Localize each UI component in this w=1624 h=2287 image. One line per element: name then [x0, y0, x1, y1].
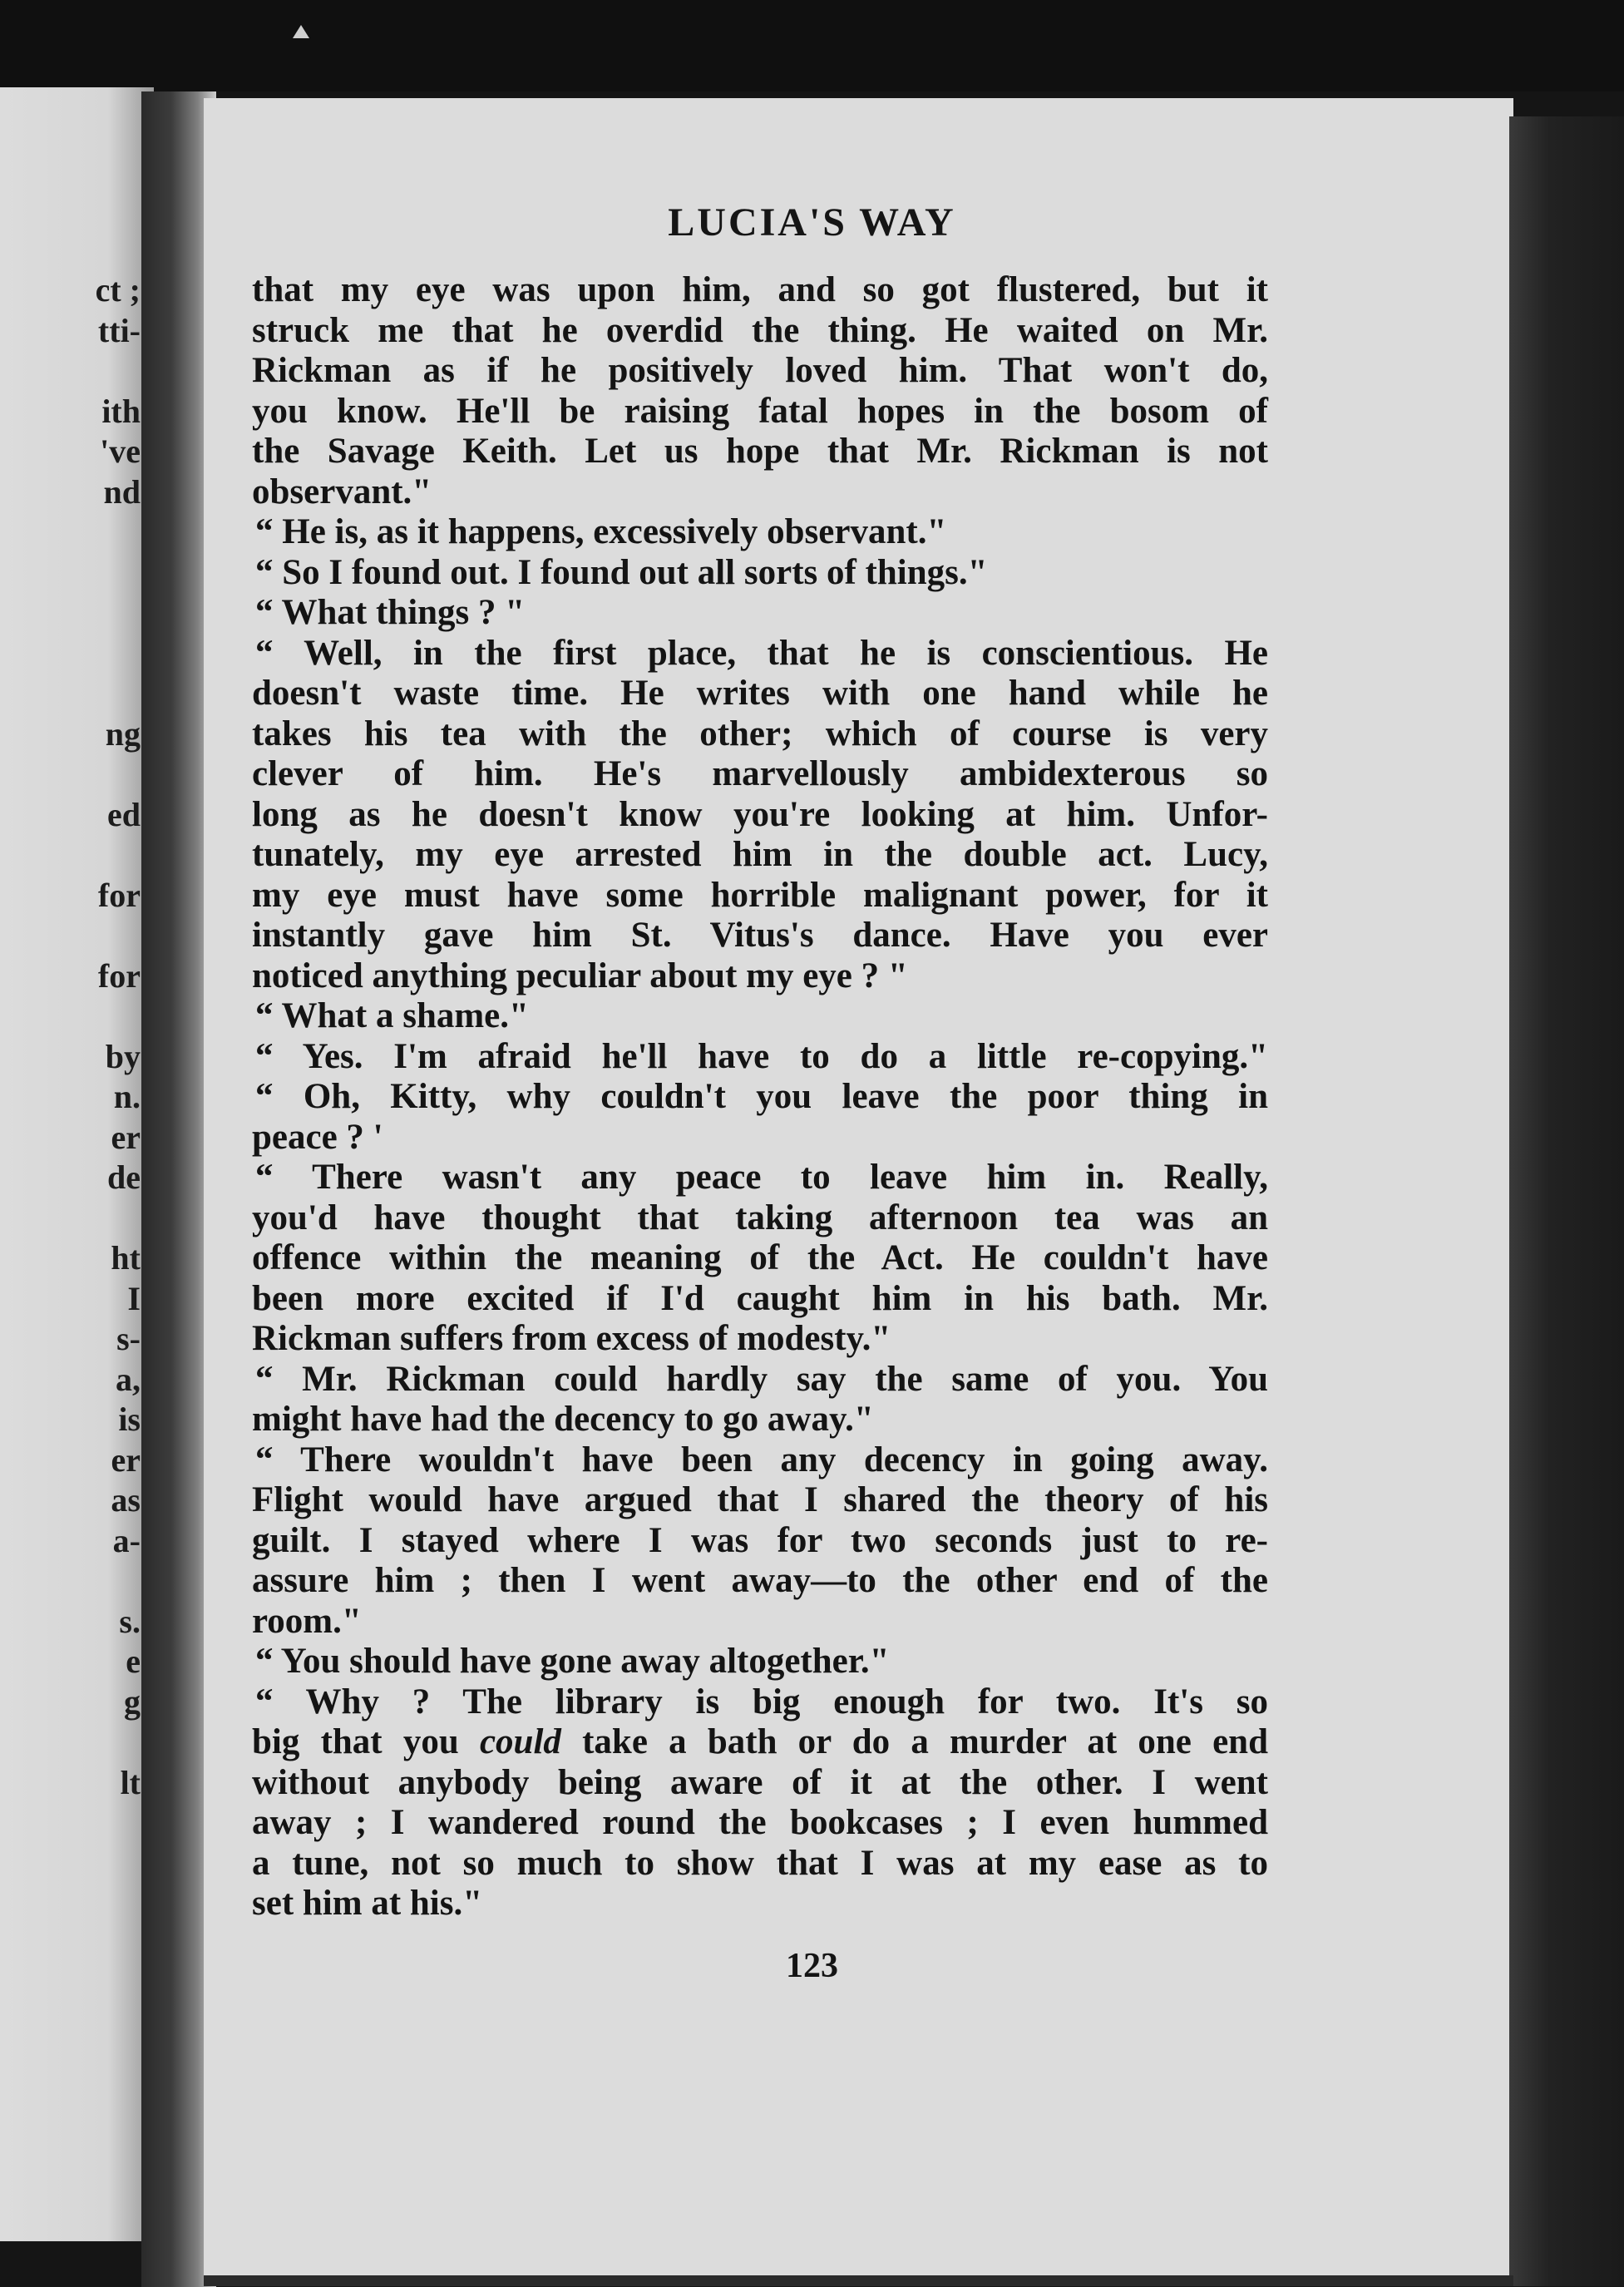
- italic-word: could: [479, 1722, 561, 1761]
- text-line: takes his tea with the other; which of course is very: [252, 714, 1268, 753]
- text-line: offence within the meaning of the Act. He couldn't have: [252, 1238, 1268, 1277]
- facing-page-fragment: ith: [101, 392, 141, 430]
- page-bottom-edge: [204, 2275, 1513, 2286]
- text-line: “ There wasn't any peace to leave him in. Really,: [255, 1158, 1268, 1197]
- text-line: “ Oh, Kitty, why couldn't you leave the poor thing in: [255, 1077, 1268, 1116]
- text-line: a tune, not so much to show that I was at my ease as to: [252, 1843, 1268, 1883]
- text-line: “ He is, as it happens, excessively observant.": [255, 512, 947, 551]
- facing-page-fragment: a,: [116, 1360, 141, 1398]
- text-line: “ What things ? ": [255, 593, 526, 632]
- text-line: big that you could take a bath or do a murder at one end: [252, 1722, 1268, 1761]
- scan-mark-icon: [293, 25, 309, 38]
- text-line: set him at his.": [252, 1884, 483, 1923]
- text-line: Rickman as if he positively loved him. That won't do,: [252, 351, 1268, 390]
- text-line: might have had the decency to go away.": [252, 1400, 874, 1439]
- facing-page-fragment: ed: [107, 795, 141, 833]
- facing-page-fragment: I: [127, 1279, 141, 1317]
- text-line: struck me that he overdid the thing. He waited on Mr.: [252, 310, 1268, 350]
- text-line: “ You should have gone away altogether.": [255, 1642, 890, 1681]
- facing-page-left: [0, 87, 154, 2241]
- facing-page-fragment: ct ;: [95, 271, 141, 309]
- facing-page-fragment: by: [105, 1037, 141, 1075]
- text-line: “ So I found out. I found out all sorts of things.": [255, 552, 988, 592]
- text-line: clever of him. He's marvellously ambidexterous so: [252, 754, 1268, 793]
- facing-page-fragment: 've: [100, 432, 141, 470]
- text-line: been more excited if I'd caught him in his bath. Mr.: [252, 1278, 1268, 1318]
- facing-page-fragment: lt: [120, 1763, 141, 1801]
- facing-page-fragment: s-: [116, 1320, 141, 1357]
- facing-page-fragment: as: [111, 1481, 141, 1519]
- text-line: “ Well, in the first place, that he is conscientious. He: [255, 633, 1268, 673]
- text-line: Flight would have argued that I shared the theory of his: [252, 1480, 1268, 1519]
- page-number: 123: [786, 1947, 838, 1985]
- text-line: the Savage Keith. Let us hope that Mr. Rickman is not: [252, 432, 1268, 471]
- text-line: away ; I wandered round the bookcases ; I even hummed: [252, 1803, 1268, 1842]
- text-line: Rickman suffers from excess of modesty.": [252, 1319, 891, 1358]
- facing-page-fragment: for: [97, 956, 141, 995]
- text-line: “ There wouldn't have been any decency in going away.: [255, 1440, 1268, 1479]
- text-line: “ Why ? The library is big enough for two. It's so: [255, 1682, 1268, 1721]
- text-line: observant.": [252, 472, 432, 511]
- text-line: “ Yes. I'm afraid he'll have to do a little re-copying.": [255, 1036, 1268, 1076]
- text-line: peace ? ': [252, 1117, 383, 1157]
- text-line: that my eye was upon him, and so got flustered, but it: [252, 270, 1268, 309]
- body-text: [252, 270, 1268, 1924]
- text-line: my eye must have some horrible malignant power, for it: [252, 875, 1268, 915]
- text-line: room.": [252, 1601, 362, 1641]
- facing-page-fragment: tti-: [97, 311, 141, 349]
- text-line: “ Mr. Rickman could hardly say the same of you. You: [255, 1359, 1268, 1399]
- text-line: you'd have thought that taking afternoon tea was an: [252, 1198, 1268, 1237]
- text-line: long as he doesn't know you're looking at him. Unfor-: [252, 794, 1268, 834]
- text-line: “ What a shame.": [255, 996, 529, 1035]
- facing-page-fragment: de: [107, 1158, 141, 1196]
- facing-page-fragment: e: [126, 1642, 141, 1680]
- text-line: you know. He'll be raising fatal hopes in the bosom of: [252, 391, 1268, 431]
- facing-page-fragment: ng: [105, 714, 141, 753]
- facing-page-fragment: a-: [112, 1521, 141, 1559]
- running-head: LUCIA'S WAY: [668, 200, 956, 245]
- facing-page-fragment: g: [124, 1682, 141, 1721]
- text-line: tunately, my eye arrested him in the double act. Lucy,: [252, 835, 1268, 874]
- text-line: noticed anything peculiar about my eye ? ": [252, 956, 908, 995]
- scan-top-border: [0, 0, 1624, 91]
- text-line: without anybody being aware of it at the other. I went: [252, 1762, 1268, 1802]
- facing-page-fragment: nd: [103, 472, 141, 511]
- facing-page-fragment: ht: [111, 1239, 141, 1277]
- facing-page-fragment: for: [97, 876, 141, 914]
- facing-page-fragment: s.: [119, 1602, 141, 1640]
- text-line: assure him ; then I went away—to the other end of the: [252, 1561, 1268, 1600]
- text-line: guilt. I stayed where I was for two seconds just to re-: [252, 1520, 1268, 1560]
- facing-page-fragment: is: [118, 1400, 141, 1438]
- text-line: instantly gave him St. Vitus's dance. Have you ever: [252, 916, 1268, 955]
- facing-page-fragment: er: [111, 1118, 141, 1156]
- facing-page-fragment: n.: [113, 1078, 141, 1115]
- facing-page-fragment: er: [111, 1440, 141, 1479]
- text-line: doesn't waste time. He writes with one hand while he: [252, 674, 1268, 713]
